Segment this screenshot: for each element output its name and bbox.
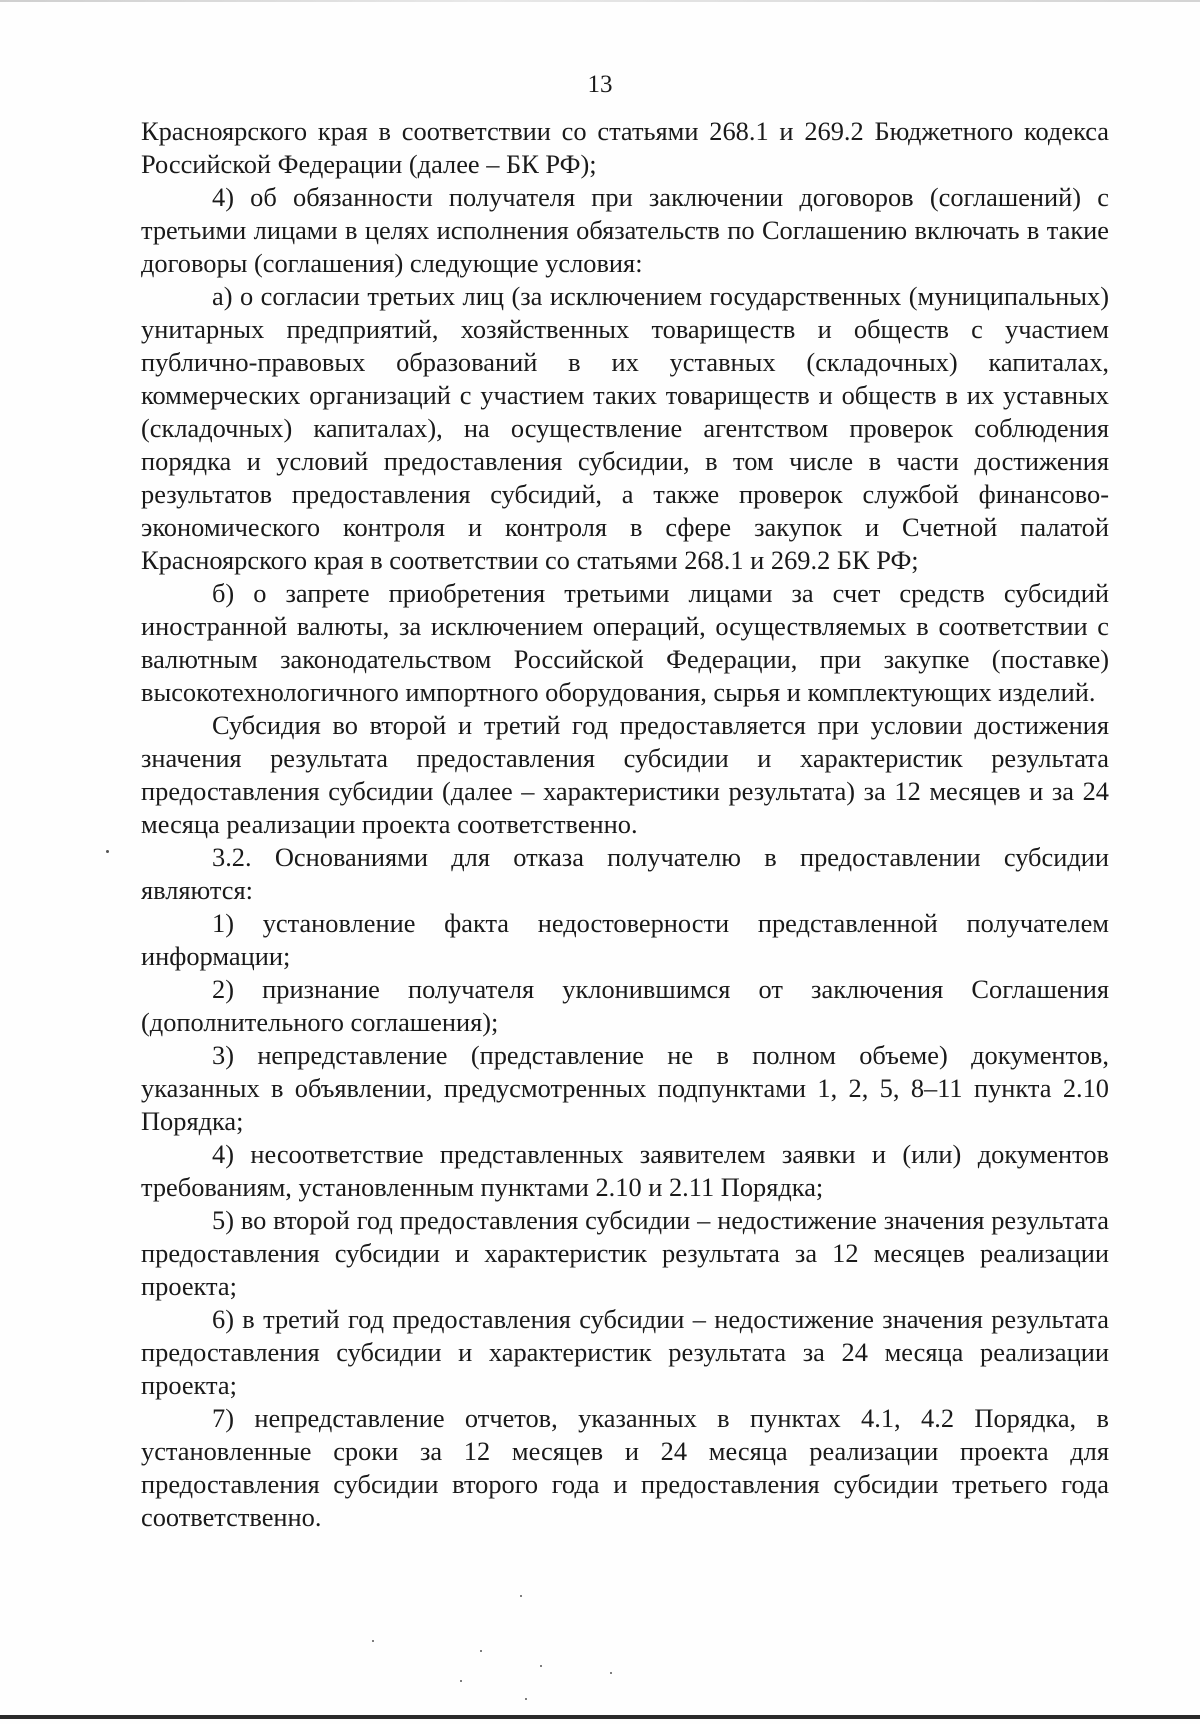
scan-speck — [460, 1680, 462, 1682]
paragraph-subitem-a: а) о согласии третьих лиц (за исключением государственных (муниципальных) унитарных предприятий, хозяйственных товариществ и обществ с участием публично-правовых образований в их уставных (складочных) капиталах, коммерческих организаций с участием таких товариществ и обществ в их уставных (складочных) капиталах), на осуществление агентством проверок соблюдения порядка и условий предоставления субсидии, в том числе в части достижения результатов предоставления субсидий, а также проверок службой финансово-экономического контроля и контроля в сфере закупок и Счетной палатой Красноярского края в соответствии со статьями 268.1 и 269.2 БК РФ; — [141, 281, 1109, 575]
scan-speck — [480, 1650, 482, 1652]
scan-speck — [525, 1698, 527, 1700]
document-body — [141, 115, 1109, 1534]
paragraph-refusal-2: 2) признание получателя уклонившимся от заключения Соглашения (дополнительного соглашения); — [141, 974, 1109, 1037]
paragraph-refusal-3: 3) непредставление (представление не в полном объеме) документов, указанных в объявлении, предусмотренных подпунктами 1, 2, 5, 8–11 пункта 2.10 Порядка; — [141, 1040, 1109, 1136]
paragraph-refusal-6: 6) в третий год предоставления субсидии – недостижение значения результата предоставления субсидии и характеристик результата за 24 месяца реализации проекта; — [141, 1304, 1109, 1400]
paragraph-item-4: 4) об обязанности получателя при заключении договоров (соглашений) с третьими лицами в целях исполнения обязательств по Соглашению включать в такие договоры (соглашения) следующие условия: — [141, 182, 1109, 278]
paragraph-refusal-4: 4) несоответствие представленных заявителем заявки и (или) документов требованиям, установленным пунктами 2.10 и 2.11 Порядка; — [141, 1139, 1109, 1202]
paragraph-refusal-1: 1) установление факта недостоверности представленной получателем информации; — [141, 908, 1109, 971]
paragraph-subsidy-condition: Субсидия во второй и третий год предоставляется при условии достижения значения результата предоставления субсидии и характеристик результата предоставления субсидии (далее – характеристики результата) за 12 месяцев и за 24 месяца реализации проекта соответственно. — [141, 710, 1109, 839]
scan-speck — [610, 1672, 612, 1674]
scan-speck — [372, 1640, 374, 1642]
paragraph-continuation: Красноярского края в соответствии со статьями 268.1 и 269.2 Бюджетного кодекса Российской Федерации (далее – БК РФ); — [141, 116, 1109, 179]
paragraph-refusal-7: 7) непредставление отчетов, указанных в пунктах 4.1, 4.2 Порядка, в установленные сроки за 12 месяцев и 24 месяца реализации проекта для предоставления субсидии второго года и предоставления субсидии третьего года соответственно. — [141, 1403, 1109, 1532]
scan-bottom-edge — [0, 1715, 1200, 1719]
scan-top-edge — [0, 0, 1200, 2]
paragraph-section-3-2: 3.2. Основаниями для отказа получателю в предоставлении субсидии являются: — [141, 842, 1109, 905]
scan-speck — [106, 850, 109, 853]
paragraph-refusal-5: 5) во второй год предоставления субсидии – недостижение значения результата предоставления субсидии и характеристик результата за 12 месяцев реализации проекта; — [141, 1205, 1109, 1301]
paragraph-subitem-b: б) о запрете приобретения третьими лицами за счет средств субсидий иностранной валюты, за исключением операций, осуществляемых в соответствии с валютным законодательством Российской Федерации, при закупке (поставке) высокотехнологичного импортного оборудования, сырья и комплектующих изделий. — [141, 578, 1109, 707]
scan-speck — [520, 1595, 522, 1597]
page-number: 13 — [587, 71, 613, 98]
scan-speck — [540, 1665, 542, 1667]
